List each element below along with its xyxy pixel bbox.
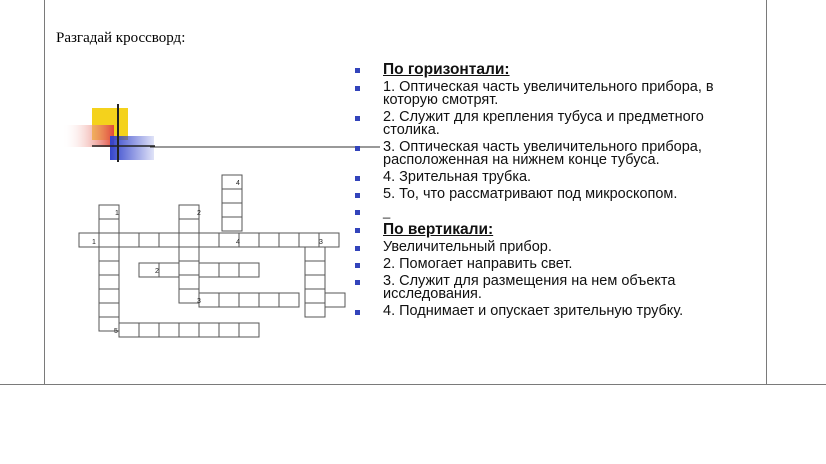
clue-list <box>355 63 755 322</box>
clue-item: _ <box>355 205 755 219</box>
clue-item: 2. Помогает направить свет. <box>355 258 755 271</box>
bullet-icon <box>355 116 360 121</box>
clue-number: 4 <box>236 180 240 187</box>
clue-item: 2. Служит для крепления тубуса и предметного столика. <box>355 111 755 137</box>
bullet-icon <box>355 310 360 315</box>
decorative-squares-icon <box>62 104 155 162</box>
clue-item: 4. Зрительная трубка. <box>355 171 755 184</box>
clue-number: 1 <box>115 210 119 217</box>
clue-number: 2 <box>197 210 201 217</box>
clue-item: По горизонтали: <box>355 63 755 77</box>
clue-number: 1 <box>92 239 96 246</box>
clue-number: 5 <box>114 328 118 335</box>
instruction-text: Разгадай кроссворд: <box>56 30 186 46</box>
clue-number: 3 <box>197 298 201 305</box>
bullet-icon <box>355 146 360 151</box>
crossword-grid <box>79 175 345 337</box>
clue-number: 3 <box>319 239 323 246</box>
bullet-icon <box>355 68 360 73</box>
bullet-icon <box>355 193 360 198</box>
clue-item: 3. Оптическая часть увеличительного прибора, расположенная на нижнем конце тубуса. <box>355 141 755 167</box>
bullet-icon <box>355 176 360 181</box>
clue-item: 1. Оптическая часть увеличительного прибора, в которую смотрят. <box>355 81 755 107</box>
clue-item: По вертикали: <box>355 223 755 237</box>
bullet-icon <box>355 280 360 285</box>
bullet-icon <box>355 263 360 268</box>
clue-number: 2 <box>155 268 159 275</box>
bullet-icon <box>355 228 360 233</box>
clue-item: Увеличительный прибор. <box>355 241 755 254</box>
bullet-icon <box>355 246 360 251</box>
clue-number: 4 <box>236 239 240 246</box>
bullet-icon <box>355 86 360 91</box>
clue-item: 5. То, что рассматривают под микроскопом. <box>355 188 755 201</box>
clue-item: 3. Служит для размещения на нем объекта исследования. <box>355 275 755 301</box>
clue-item: 4. Поднимает и опускает зрительную трубку. <box>355 305 755 318</box>
bullet-icon <box>355 210 360 215</box>
